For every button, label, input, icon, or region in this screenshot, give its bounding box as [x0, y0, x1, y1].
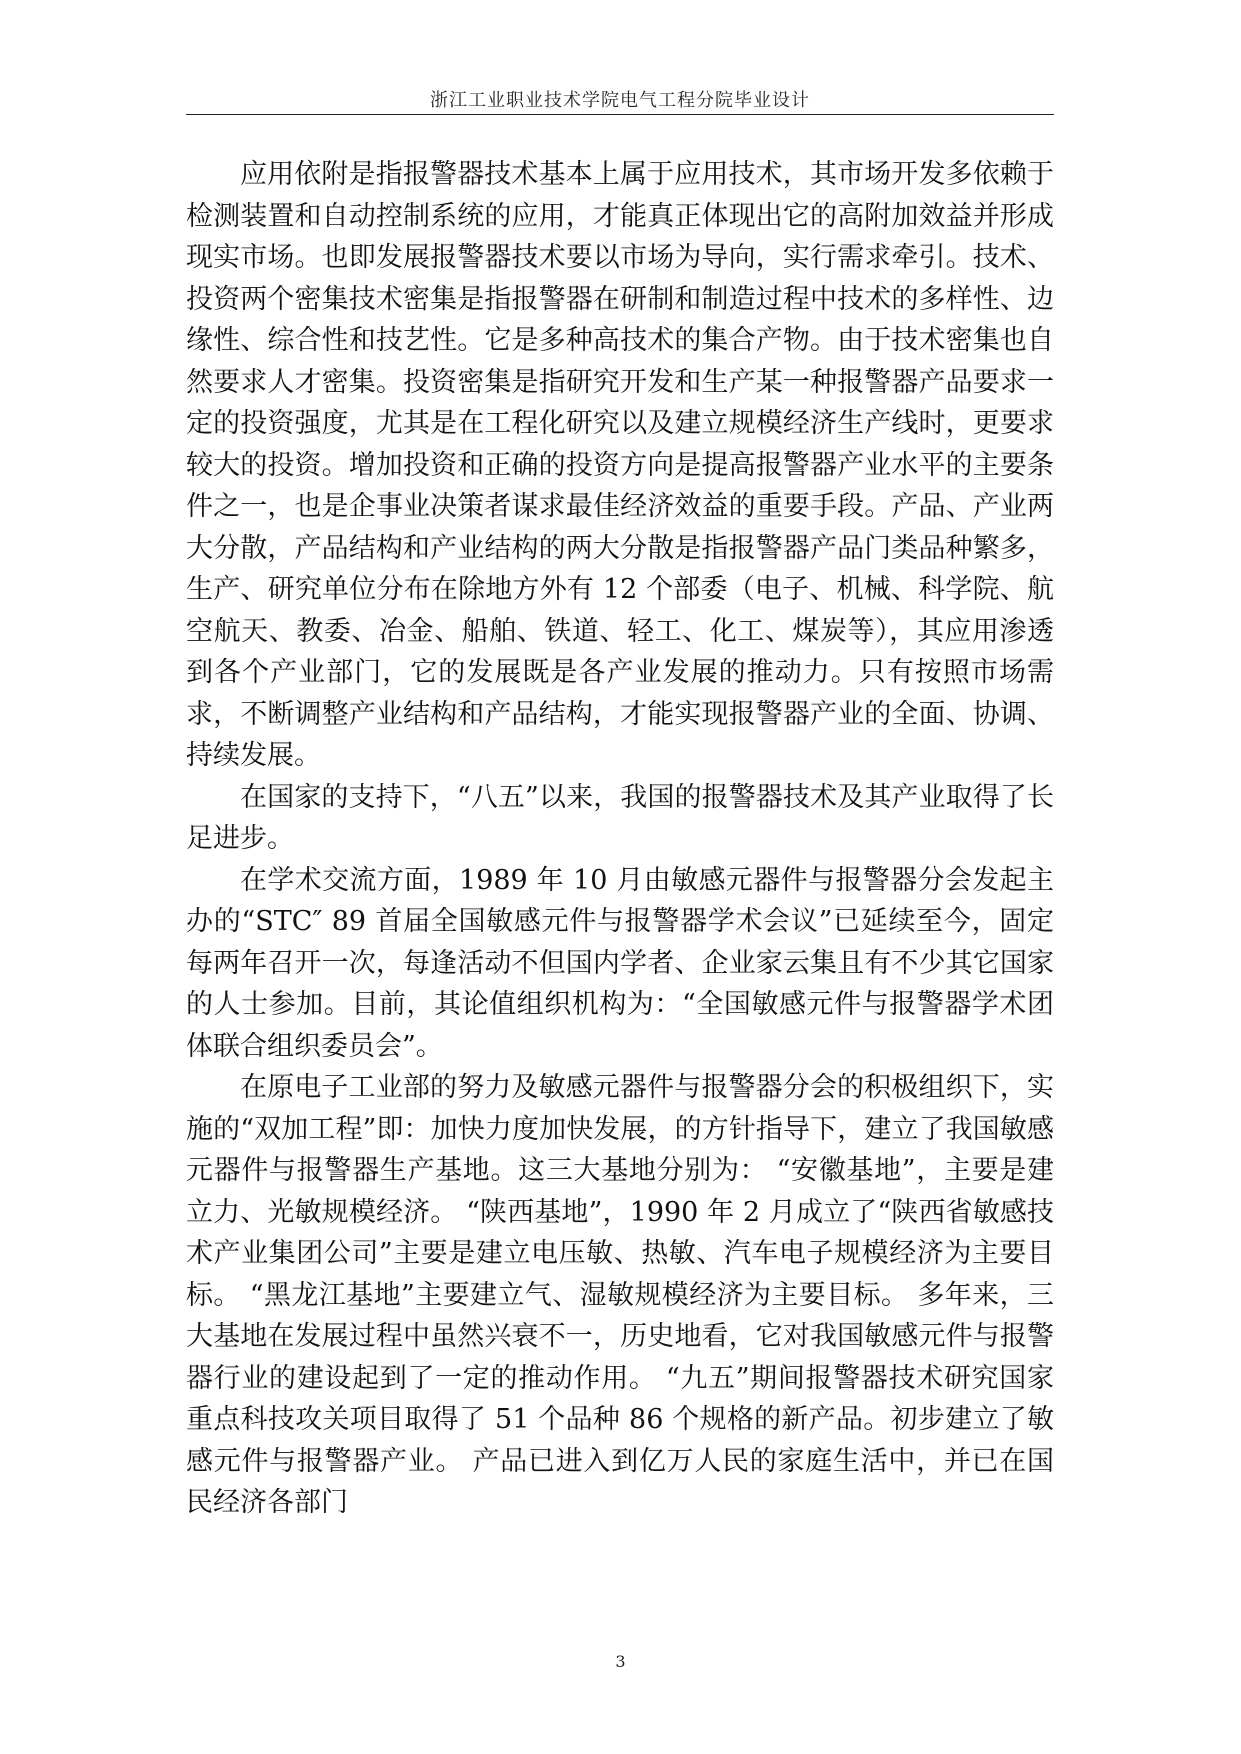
- page-number: 3: [615, 1652, 626, 1671]
- paragraph-application: 应用依附是指报警器技术基本上属于应用技术，其市场开发多依赖于检测装置和自动控制系统的应用，才能真正体现出它的高附加效益并形成现实市场。也即发展报警器技术要以市场为导向，实行需求牵引。技术、投资两个密集技术密集是指报警器在研制和制造过程中技术的多样性、边缘性、综合性和技艺性。它是多种高技术的集合产物。由于技术密集也自然要求人才密集。投资密集是指研究开发和生产某一种报警器产品要求一定的投资强度，尤其是在工程化研究以及建立规模经济生产线时，更要求较大的投资。增加投资和正确的投资方向是提高报警器产业水平的主要条件之一，也是企事业决策者谋求最佳经济效益的重要手段。产品、产业两大分散，产品结构和产业结构的两大分散是指报警器产品门类品种繁多，生产、研究单位分布在除地方外有 12 个部委（电子、机械、科学院、航空航天、教委、冶金、船舶、铁道、轻工、化工、煤炭等），其应用渗透到各个产业部门，它的发展既是各产业发展的推动力。只有按照市场需求，不断调整产业结构和产品结构，才能实现报警器产业的全面、协调、持续发展。: [186, 159, 1054, 771]
- running-header: 浙江工业职业技术学院电气工程分院毕业设计: [430, 90, 810, 111]
- body-text: [186, 154, 1054, 1524]
- paragraph-academic-exchange: 在学术交流方面，1989 年 10 月由敏感元器件与报警器分会发起主办的“STC″ 89 首届全国敏感元件与报警器学术会议”已延续至今，固定每两年召开一次，每逢活动不但国内学者、企业家云集且有不少其它国家的人士参加。目前，其论值组织机构为：“全国敏感元件与报警器学术团体联合组织委员会”。: [186, 864, 1054, 1062]
- header-rule: [186, 114, 1054, 115]
- paragraph-national-support: 在国家的支持下，“八五”以来，我国的报警器技术及其产业取得了长足进步。: [186, 781, 1054, 854]
- paragraph-production-bases: 在原电子工业部的努力及敏感元器件与报警器分会的积极组织下，实施的“双加工程”即：加快力度加快发展，的方针指导下，建立了我国敏感元器件与报警器生产基地。这三大基地分别为： “安徽基地”，主要是建立力、光敏规模经济。 “陕西基地”，1990 年 2 月成立了“陕西省敏感技术产业集团公司”主要是建立电压敏、热敏、汽车电子规模经济为主要目标。 “黑龙江基地”主要建立气、湿敏规模经济为主要目标。 多年来，三大基地在发展过程中虽然兴衰不一，历史地看，它对我国敏感元件与报警器行业的建设起到了一定的推动作用。 “九五”期间报警器技术研究国家重点科技攻关项目取得了 51 个品种 86 个规格的新产品。初步建立了敏感元件与报警器产业。 产品已进入到亿万人民的家庭生活中，并已在国民经济各部门: [186, 1072, 1054, 1518]
